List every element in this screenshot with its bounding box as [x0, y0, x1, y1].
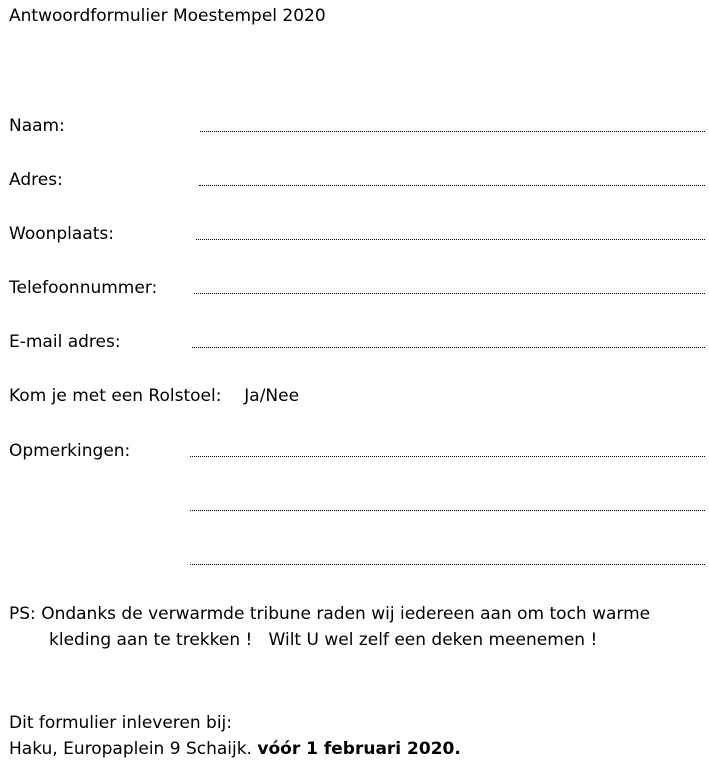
field-label-woonplaats: Woonplaats:	[9, 224, 114, 244]
input-line-adres[interactable]	[199, 185, 705, 186]
wheelchair-question	[9, 386, 299, 406]
page-title: Antwoordformulier Moestempel 2020	[9, 6, 326, 26]
submit-deadline: vóór 1 februari 2020.	[257, 739, 461, 759]
input-line-woonplaats[interactable]	[196, 239, 705, 240]
submit-address-line	[9, 739, 461, 759]
input-line-email[interactable]	[192, 347, 705, 348]
input-line-naam[interactable]	[200, 131, 705, 132]
field-label-opmerkingen: Opmerkingen:	[9, 441, 131, 461]
field-label-naam: Naam:	[9, 116, 65, 136]
ps-prefix: PS:	[9, 604, 36, 624]
input-line-opmerkingen-1[interactable]	[190, 456, 705, 457]
input-line-telefoonnummer[interactable]	[194, 293, 705, 294]
ps-note-line-1	[9, 604, 650, 624]
wheelchair-label: Kom je met een Rolstoel:	[9, 386, 222, 406]
submit-instruction: Dit formulier inleveren bij:	[9, 713, 233, 733]
wheelchair-options[interactable]: Ja/Nee	[244, 386, 300, 406]
input-line-opmerkingen-2[interactable]	[190, 510, 705, 511]
ps-text-2: kleding aan te trekken ! Wilt U wel zelf een deken meenemen !	[49, 630, 598, 650]
field-label-adres: Adres:	[9, 170, 63, 190]
field-label-telefoonnummer: Telefoonnummer:	[9, 278, 158, 298]
ps-text-1: Ondanks de verwarmde tribune raden wij iedereen aan om toch warme	[41, 604, 651, 624]
field-label-email: E-mail adres:	[9, 332, 121, 352]
submit-address: Haku, Europaplein 9 Schaijk.	[9, 739, 252, 759]
input-line-opmerkingen-3[interactable]	[190, 564, 705, 565]
